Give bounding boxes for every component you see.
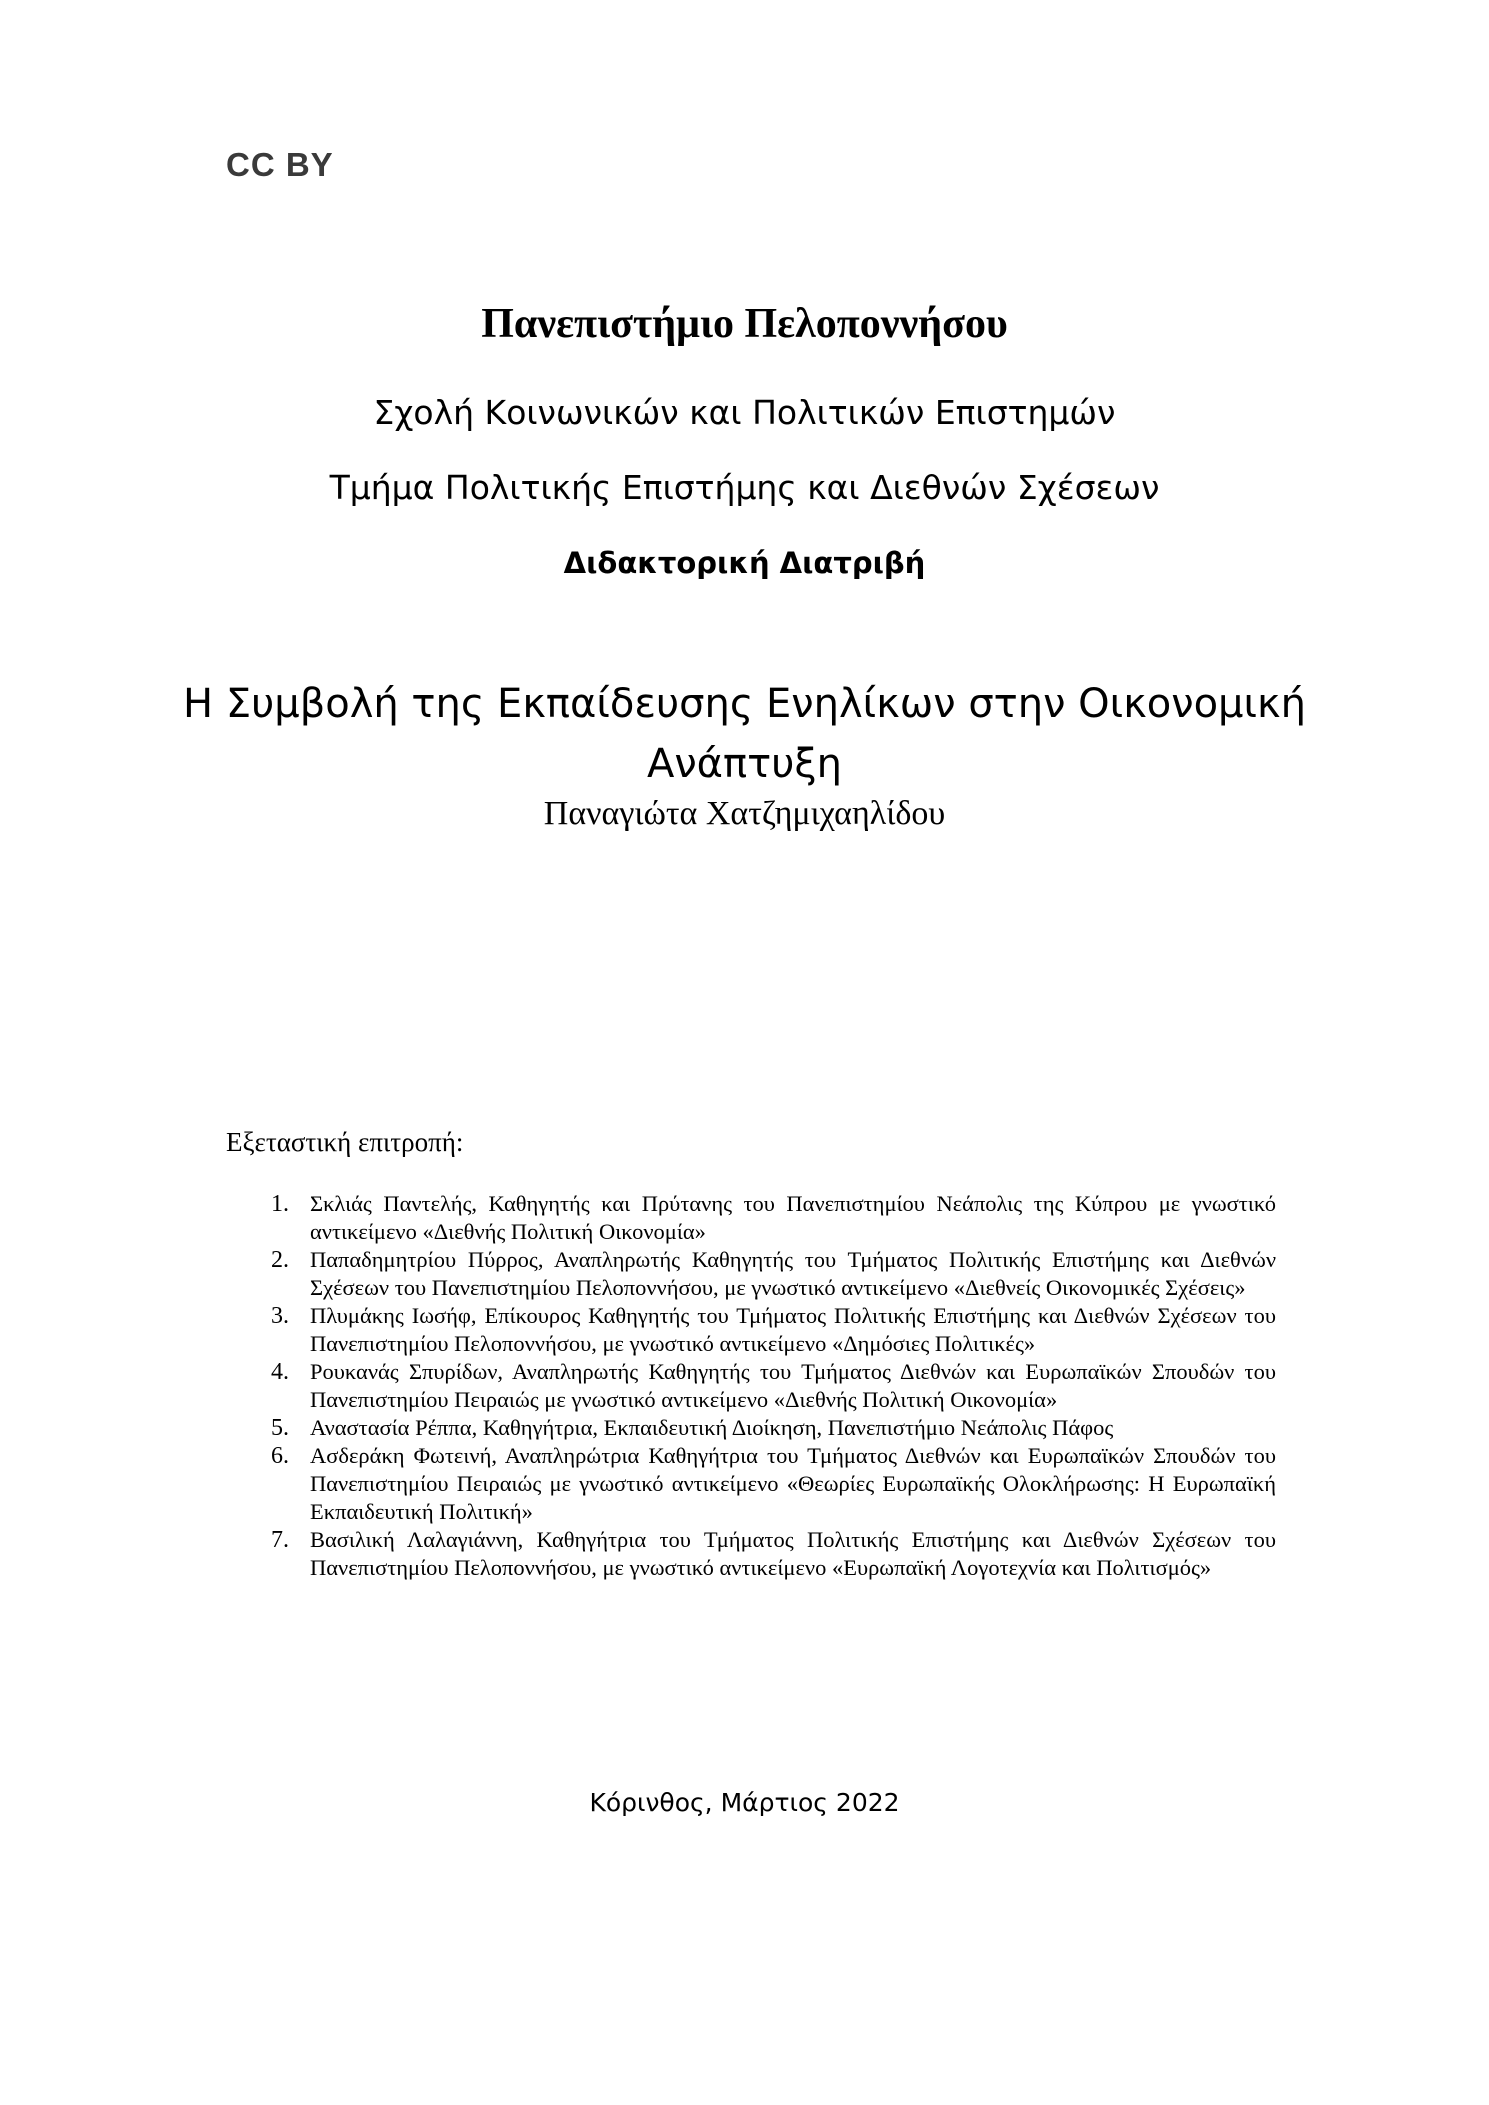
thesis-title [0,674,1489,794]
list-item-text: Πλυμάκης Ιωσήφ, Επίκουρος Καθηγητής του Τμήματος Πολιτικής Επιστήμης και Διεθνών Σχέσεων του Πανεπιστημίου Πελοποννήσου, με γνωστικό αντικείμενο «Δημόσιες Πολιτικές» [310,1303,1276,1356]
list-item-number: 1. [271,1191,289,1217]
list-item [266,1190,1276,1246]
list-item-number: 6. [271,1443,289,1469]
list-item [266,1442,1276,1526]
committee-heading: Εξεταστική επιτροπή: [226,1127,464,1157]
list-item-text: Αναστασία Ρέππα, Καθηγήτρια, Εκπαιδευτική Διοίκηση, Πανεπιστήμιο Νεάπολις Πάφος [310,1415,1114,1440]
list-item [266,1358,1276,1414]
thesis-title-line-1: Η Συμβολή της Εκπαίδευσης Ενηλίκων στην Οικονομική [183,681,1306,727]
committee-list [266,1190,1276,1582]
list-item-text: Βασιλική Λαλαγιάννη, Καθηγήτρια του Τμήματος Πολιτικής Επιστήμης και Διεθνών Σχέσεων του Πανεπιστημίου Πελοποννήσου, με γνωστικό αντικείμενο «Ευρωπαϊκή Λογοτεχνία και Πολιτισμός» [310,1527,1276,1580]
thesis-title-line-2: Ανάπτυξη [646,741,843,787]
school-name: Σχολή Κοινωνικών και Πολιτικών Επιστημών [373,393,1116,432]
list-item [266,1302,1276,1358]
university-name: Πανεπιστήμιο Πελοποννήσου [481,301,1008,347]
author-name: Παναγιώτα Χατζημιχαηλίδου [543,795,946,832]
list-item-number: 2. [271,1247,289,1273]
department-name: Τμήμα Πολιτικής Επιστήμης και Διεθνών Σχέσεων [329,468,1160,507]
list-item-text: Ρουκανάς Σπυρίδων, Αναπληρωτής Καθηγητής του Τμήματος Διεθνών και Ευρωπαϊκών Σπουδών του Πανεπιστημίου Πειραιώς με γνωστικό αντικείμενο «Διεθνής Πολιτική Οικονομία» [310,1359,1276,1412]
document-type: Διδακτορική Διατριβή [563,546,926,580]
list-item-text: Σκλιάς Παντελής, Καθηγητής και Πρύτανης του Πανεπιστημίου Νεάπολις της Κύπρου με γνωστικό αντικείμενο «Διεθνής Πολιτική Οικονομία» [310,1191,1276,1244]
list-item [266,1526,1276,1582]
place-date: Κόρινθος, Μάρτιος 2022 [589,1788,900,1817]
list-item-number: 5. [271,1415,289,1441]
license-label: CC BY [226,146,334,183]
list-item-number: 3. [271,1303,289,1329]
list-item-text: Παπαδημητρίου Πύρρος, Αναπληρωτής Καθηγητής του Τμήματος Πολιτικής Επιστήμης και Διεθνών Σχέσεων του Πανεπιστημίου Πελοποννήσου, με γνωστικό αντικείμενο «Διεθνείς Οικονομικές Σχέσεις» [310,1247,1276,1300]
list-item-number: 4. [271,1359,289,1385]
list-item-number: 7. [271,1527,289,1553]
list-item [266,1246,1276,1302]
list-item-text: Ασδεράκη Φωτεινή, Αναπληρώτρια Καθηγήτρια του Τμήματος Διεθνών και Ευρωπαϊκών Σπουδών του Πανεπιστημίου Πειραιώς με γνωστικό αντικείμενο «Θεωρίες Ευρωπαϊκής Ολοκλήρωσης: Η Ευρωπαϊκή Εκπαιδευτική Πολιτική» [310,1443,1276,1524]
list-item [266,1414,1276,1442]
